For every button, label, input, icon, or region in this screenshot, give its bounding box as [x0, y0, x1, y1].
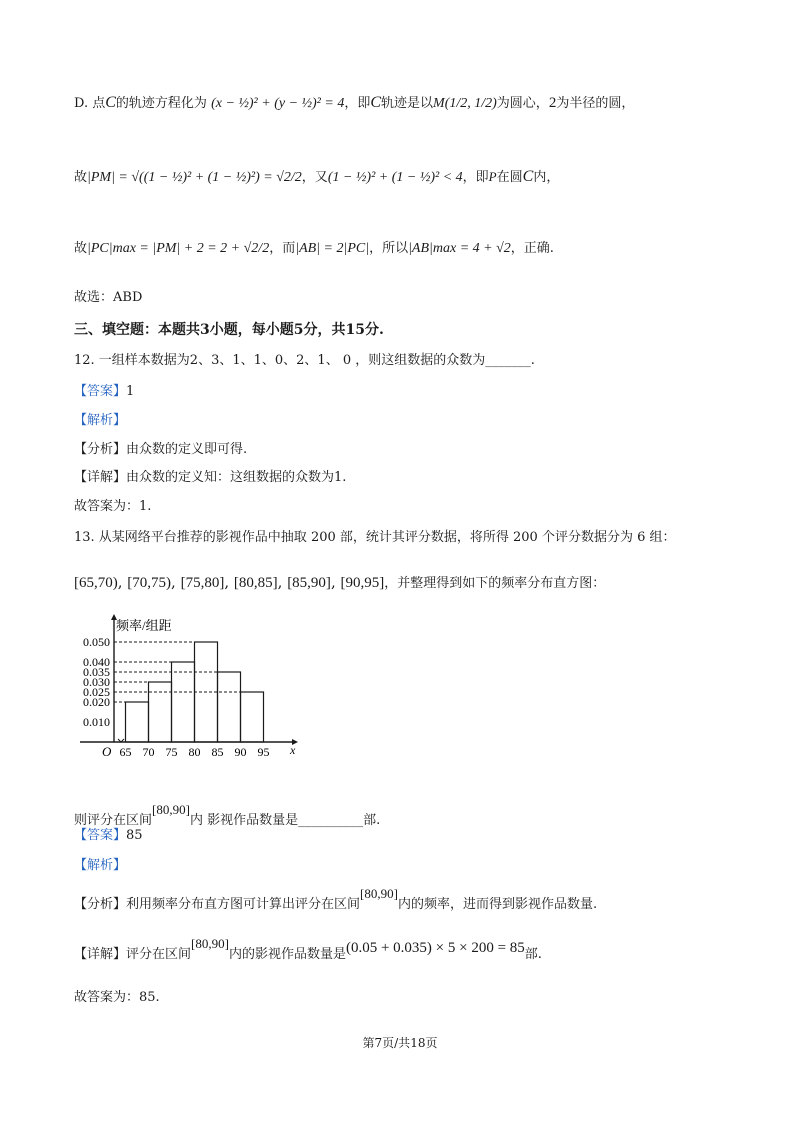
histogram-bar [149, 682, 172, 742]
frequency-histogram [70, 612, 300, 762]
choice-line: 故选：ABD [74, 290, 143, 305]
y-tick-label: 0.030 [83, 675, 110, 689]
trajectory-equation: (x − ½)² + (y − ½)² = 4 [211, 96, 345, 111]
histogram-bar [241, 692, 264, 742]
q13-answer: 【答案】85 [74, 828, 143, 843]
q12-analysis-tag: 【解析】 [74, 413, 127, 428]
x-tick-label: 80 [188, 745, 201, 759]
y-tick-label: 0.010 [83, 715, 110, 729]
origin-label: O [102, 744, 112, 759]
q12-answer: 【答案】1 [74, 384, 135, 399]
x-tick-label: 75 [165, 745, 178, 759]
p-inside-inequality: (1 − ½)² + (1 − ½)² < 4 [327, 170, 463, 185]
y-tick-label: 0.040 [83, 655, 110, 669]
histogram-bar [126, 702, 149, 742]
q13-xiangjie: 【详解】评分在区间[80,90]内的影视作品数量是(0.05 + 0.035) × 5 × 200 = 85部. [74, 936, 542, 962]
y-tick-label: 0.035 [83, 665, 110, 679]
histogram-bar [218, 672, 241, 742]
q13-text: 13. 从某网络平台推荐的影视作品中抽取 200 部，统计其评分数据，将所得 200 个评分数据分为 6 组： [74, 530, 676, 545]
q13-analysis-tag: 【解析】 [74, 858, 127, 873]
histogram-bar [172, 662, 195, 742]
y-tick-label: 0.020 [83, 695, 110, 709]
x-tick-label: 70 [142, 745, 155, 759]
x-tick-label: 95 [257, 745, 270, 759]
x-axis-label: x [290, 743, 296, 757]
center-point: M(1/2, 1/2) [433, 96, 497, 111]
line-pm: 故|PM| = √((1 − ½)² + (1 − ½)²) = √2/2，又(1 − ½)² + (1 − ½)² < 4，即P在圆C内， [74, 168, 560, 185]
line-d: D. 点C的轨迹方程化为 (x − ½)² + (y − ½)² = 4，即C轨迹是以M(1/2, 1/2)为圆心，2为半径的圆， [74, 94, 635, 111]
pc-max: |PC|max = |PM| + 2 = 2 + √2/2 [87, 241, 270, 256]
section-heading: 三、填空题：本题共3小题，每小题5分，共15分. [74, 322, 384, 338]
x-tick-label: 90 [234, 745, 247, 759]
ab-relation: |AB| = 2|PC| [295, 241, 370, 256]
line-pc-max: 故|PC|max = |PM| + 2 = 2 + √2/2，而|AB| = 2|PC|，所以|AB|max = 4 + √2，正确. [74, 241, 554, 256]
q13-intervals: [65,70), [70,75), [75,80], [80,85], [85,90], [90,95]，并整理得到如下的频率分布直方图： [74, 573, 606, 591]
q12-xiangjie: 【详解】由众数的定义知：这组数据的众数为1. [74, 470, 347, 485]
y-axis-label: 频率/组距 [116, 618, 172, 633]
ab-max: |AB|max = 4 + √2 [408, 241, 511, 256]
y-tick-label: 0.050 [83, 635, 110, 649]
page-footer: 第7页/共18页 [362, 1036, 438, 1050]
q12-fenxi: 【分析】由众数的定义即可得. [74, 442, 248, 457]
q13-final: 故答案为：85. [74, 990, 160, 1005]
q12-text: 12. 一组样本数据为2、3、1、1、0、2、1、 0 ，则这组数据的众数为_______. [74, 353, 535, 368]
q13-fenxi: 【分析】利用频率分布直方图可计算出评分在区间[80,90]内的频率，进而得到影视作品数量. [74, 886, 598, 912]
pm-distance: |PM| = √((1 − ½)² + (1 − ½)²) = √2/2 [87, 170, 302, 185]
x-tick-label: 85 [211, 745, 224, 759]
q12-final: 故答案为：1. [74, 499, 152, 514]
x-tick-label: 65 [119, 745, 132, 759]
y-tick-label: 0.025 [83, 685, 110, 699]
q13-question: 则评分在区间[80,90]内 影视作品数量是__________部. [74, 802, 381, 828]
